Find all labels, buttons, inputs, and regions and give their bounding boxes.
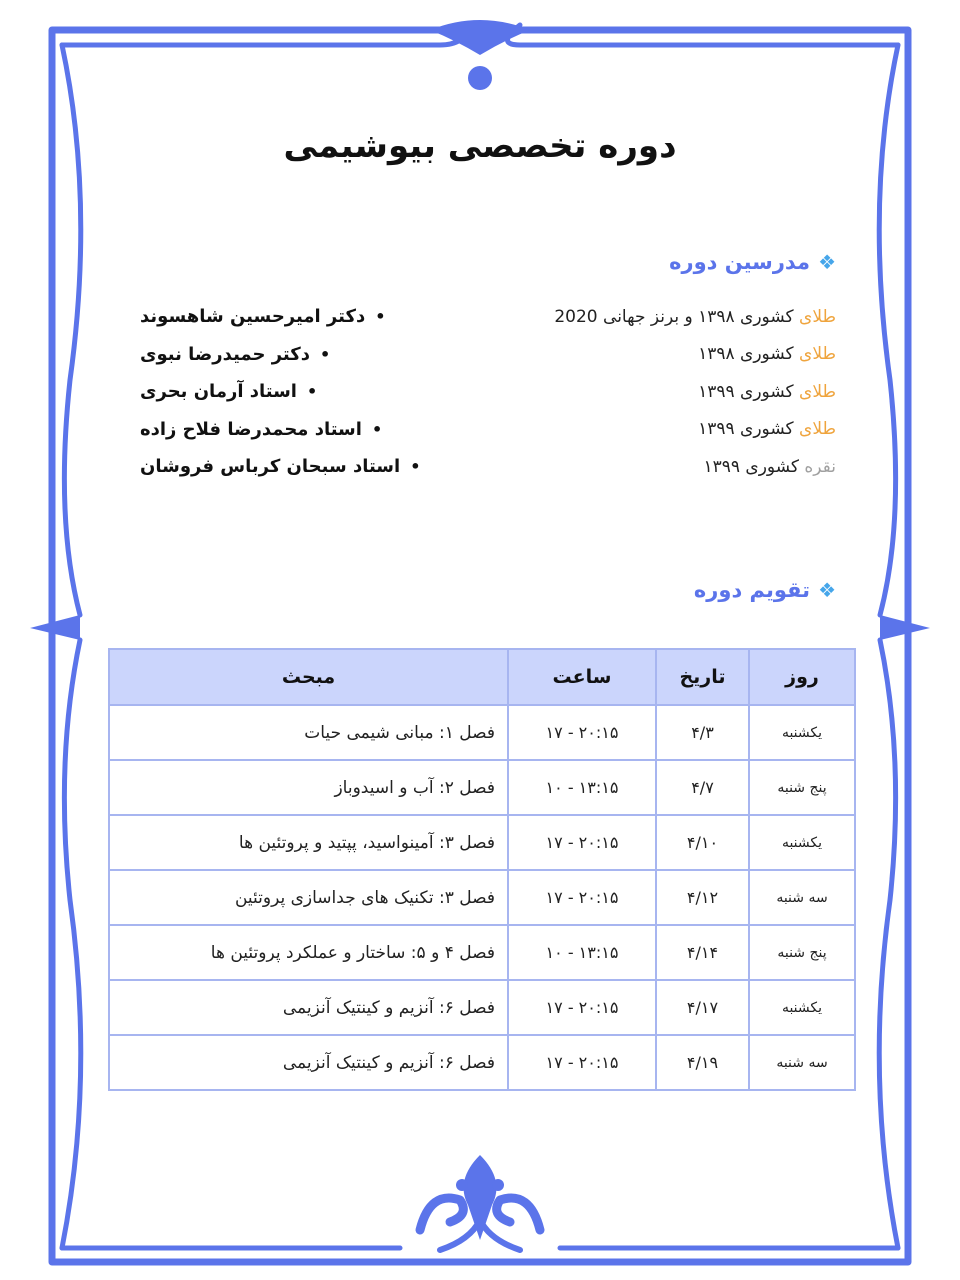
instructor-award — [698, 382, 836, 402]
cell-day: پنج شنبه — [749, 760, 855, 815]
instructors-heading — [669, 250, 836, 274]
instructor-row — [140, 298, 836, 336]
cell-time: ۱۷ - ۲۰:۱۵ — [508, 980, 656, 1035]
table-row — [109, 705, 855, 760]
medal-label: طلای — [799, 419, 836, 440]
instructor-award — [698, 344, 836, 364]
instructor-name-text: استاد آرمان بحری — [140, 381, 297, 403]
table-header-row — [109, 649, 855, 705]
cell-time: ۱۰ - ۱۳:۱۵ — [508, 925, 656, 980]
instructor-row — [140, 448, 836, 486]
instructor-name — [140, 381, 317, 402]
page-title: دوره تخصصی بیوشیمی — [283, 126, 677, 166]
cell-topic: فصل ۳: تکنیک های جداسازی پروتئین — [109, 870, 508, 925]
bullet-icon: • — [306, 382, 318, 402]
cell-day: سه شنبه — [749, 1035, 855, 1090]
table-row — [109, 760, 855, 815]
calendar-heading — [694, 578, 836, 602]
instructors-heading-label: مدرسین دوره — [669, 250, 811, 274]
cell-time: ۱۷ - ۲۰:۱۵ — [508, 815, 656, 870]
column-header-time: ساعت — [508, 649, 656, 705]
cell-date: ۴/۱۲ — [656, 870, 749, 925]
cell-topic: فصل ۴ و ۵: ساختار و عملکرد پروتئین ها — [109, 925, 508, 980]
diamond-icon: ❖ — [818, 578, 836, 602]
cell-day: یکشنبه — [749, 815, 855, 870]
award-text: کشوری ۱۳۹۸ — [698, 344, 794, 365]
table-row — [109, 870, 855, 925]
medal-label: نقره — [804, 456, 836, 477]
column-header-topic: مبحث — [109, 649, 508, 705]
schedule-table — [108, 648, 856, 1091]
cell-topic: فصل ۲: آب و اسیدوباز — [109, 760, 508, 815]
medal-label: طلای — [799, 306, 836, 327]
medal-label: طلای — [799, 381, 836, 402]
cell-day: پنج شنبه — [749, 925, 855, 980]
cell-date: ۴/۱۷ — [656, 980, 749, 1035]
instructor-award — [698, 419, 836, 439]
instructor-row — [140, 373, 836, 411]
instructor-award — [703, 457, 836, 477]
table-row — [109, 1035, 855, 1090]
table-row — [109, 980, 855, 1035]
award-text: کشوری ۱۳۹۹ — [703, 456, 799, 477]
cell-time: ۱۷ - ۲۰:۱۵ — [508, 870, 656, 925]
cell-topic: فصل ۳: آمینواسید، پپتید و پروتئین ها — [109, 815, 508, 870]
instructor-row — [140, 336, 836, 374]
medal-label: طلای — [799, 344, 836, 365]
cell-time: ۱۷ - ۲۰:۱۵ — [508, 705, 656, 760]
instructor-name — [140, 344, 330, 365]
instructor-name — [140, 456, 420, 477]
cell-date: ۴/۱۴ — [656, 925, 749, 980]
bullet-icon: • — [410, 457, 421, 477]
cell-date: ۴/۷ — [656, 760, 749, 815]
bullet-icon: • — [319, 344, 331, 364]
cell-day: سه شنبه — [749, 870, 855, 925]
bullet-icon: • — [375, 307, 386, 327]
award-text: کشوری ۱۳۹۸ و برنز جهانی 2020 — [554, 306, 794, 327]
cell-date: ۴/۱۰ — [656, 815, 749, 870]
award-text: کشوری ۱۳۹۹ — [698, 381, 794, 402]
calendar-heading-label: تقویم دوره — [693, 578, 811, 602]
cell-time: ۱۷ - ۲۰:۱۵ — [508, 1035, 656, 1090]
diamond-icon: ❖ — [818, 250, 836, 274]
cell-date: ۴/۳ — [656, 705, 749, 760]
cell-topic: فصل ۶: آنزیم و کینتیک آنزیمی — [109, 1035, 508, 1090]
cell-topic: فصل ۶: آنزیم و کینتیک آنزیمی — [109, 980, 508, 1035]
cell-topic: فصل ۱: مبانی شیمی حیات — [109, 705, 508, 760]
cell-date: ۴/۱۹ — [656, 1035, 749, 1090]
column-header-day: روز — [749, 649, 855, 705]
column-header-date: تاریخ — [656, 649, 749, 705]
cell-time: ۱۰ - ۱۳:۱۵ — [508, 760, 656, 815]
instructor-name-text: استاد محمدرضا فلاح زاده — [140, 418, 362, 440]
instructor-award — [554, 307, 836, 327]
table-row — [109, 925, 855, 980]
instructor-row — [140, 411, 836, 449]
instructor-name-text: استاد سبحان کرباس فروشان — [140, 456, 401, 478]
cell-day: یکشنبه — [749, 705, 855, 760]
award-text: کشوری ۱۳۹۹ — [698, 419, 794, 440]
instructor-name-text: دکتر حمیدرضا نبوی — [140, 343, 310, 365]
instructor-name-text: دکتر امیرحسین شاهسوند — [140, 306, 366, 328]
cell-day: یکشنبه — [749, 980, 855, 1035]
instructor-name — [140, 306, 385, 327]
instructor-name — [140, 419, 382, 440]
table-row — [109, 815, 855, 870]
bullet-icon: • — [371, 419, 383, 439]
instructors-list — [140, 298, 836, 486]
